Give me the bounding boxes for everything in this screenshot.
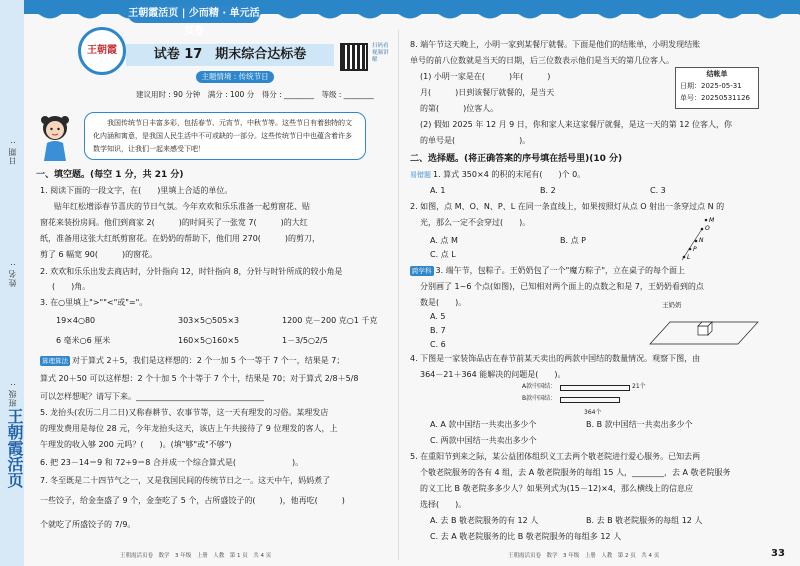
point-label: M — [709, 217, 715, 224]
compare-item: 1200 克－200 克○1 千克 — [282, 316, 378, 325]
table-cube-figure — [640, 306, 760, 346]
option[interactable]: A. 5 — [430, 312, 446, 321]
q8-text: 月( )日到该餐厅就餐的，是当天 — [420, 88, 555, 97]
girl-avatar-icon — [36, 112, 74, 162]
page-title: 试卷 17 期末综合达标卷 — [153, 47, 307, 62]
c2-text: 2. 如图，点 M、O、N、P、L 在同一条直线上，如果按照灯从点 O 射出一条穿过点 N 的 — [410, 202, 725, 211]
q5-text: 5. 龙抬头(农历二月二日)又称春耕节、农事节等，这一天有理发的习俗。某理发店 — [40, 408, 329, 417]
q8-text: 单号的前八位数就是当天的日期，后三位数表示他们是当天的第几位客人。 — [410, 56, 674, 65]
name-label: 姓名 : — [8, 262, 17, 288]
option[interactable]: C. 点 L — [430, 250, 456, 259]
option[interactable]: B. 去 B 敬老院服务的每组 12 人 — [586, 516, 703, 525]
q8-text: (1) 小明一家是在( )年( ) — [420, 72, 551, 81]
wave-border — [0, 12, 800, 22]
point-label: O — [705, 225, 710, 232]
q8-text: 的第( )位客人。 — [420, 104, 499, 113]
option[interactable]: A. A 款中国结一共卖出多少个 — [430, 420, 537, 429]
q8-text: (2) 假如 2025 年 12 月 9 日，你和家人来这家餐厅就餐，是这一天的第 12 位客人，你 — [420, 120, 733, 129]
receipt-card — [675, 67, 759, 109]
qr-caption: 扫码看视频讲解 — [372, 43, 389, 63]
option[interactable]: B. 7 — [430, 326, 446, 335]
point-label: N — [699, 237, 704, 244]
c5-text: 选择( )。 — [420, 500, 467, 509]
q1-passage: 贴年红松增添春节喜庆的节日气氛。今年欢欢和乐乐准备一起剪窗花、贴 — [54, 202, 310, 211]
c5-text: 个敬老院服务的各有 4 组，去 A 敬老院服务的每组 15 人，________，去 A 敬老院服务 — [420, 468, 731, 477]
bar-b — [560, 397, 620, 403]
footer-left: 王朝霞活页卷 数学 3 年级 上册 人教 第 1 页 共 4 页 — [120, 553, 272, 559]
q2-text: 2. 欢欢和乐乐出发去商店时，分针指向 12，时针指向 8，分针与时针所成的较小角是 — [40, 267, 343, 276]
compare-item: 19×4○80 — [56, 316, 96, 325]
vertical-brand: 王朝霞活页 — [5, 408, 24, 488]
option[interactable]: A. 点 M — [430, 236, 458, 245]
receipt-head: 结帐单 — [706, 70, 728, 78]
c5-text: 5. 在重阳节到来之际，某公益团体组织义工去两个敬老院进行爱心服务。已知去两 — [410, 452, 701, 461]
bar-a — [560, 385, 630, 391]
c5-text: 的义工比 B 敬老院多多少人？如果列式为(15－12)×4，那么横线上的信息应 — [420, 484, 693, 493]
points-figure — [672, 212, 720, 262]
q5-text: 的理发费用是每位 28 元，今年龙抬头这天，该店上午共接待了 9 位理发的客人，上 — [40, 424, 338, 433]
section-fill-blank: 一、填空题。(每空 1 分，共 21 分) — [36, 170, 184, 180]
q7-text: 7. 冬至既是二十四节气之一，又是我国民间的传统节日之一。这天中午，妈妈煮了 — [40, 476, 331, 485]
receipt-no: 单号：20250531126 — [680, 94, 750, 102]
bar-b-label: B款中国结： — [522, 395, 557, 402]
q1-passage: 窗花来装扮房间。他们到商家 2( )的时间买了一张宽 7( )的大红 — [40, 218, 308, 227]
q4-text: 对于算式 2＋5，我们是这样想的：2 个一加 5 个一等于 7 个一，结果是 7； — [72, 356, 345, 365]
info-line: 建议用时 : 90 分钟 满分 : 100 分 得分 : ________ 等级 : ________ — [136, 90, 374, 99]
intro-box: 我国传统节日丰富多彩，包括春节、元宵节、中秋节等。这些节日有着独特的文化内涵和寓意，是我国人民生活中不可或缺的一部分。这些传统节日中也蕴含着许多数学知识，让我们一起来感受下吧！ — [84, 112, 366, 160]
q8-text: 8. 端午节这天晚上，小明一家到某餐厅就餐。下面是他们的结账单，小明发现结账 — [410, 40, 701, 49]
option[interactable]: C. 6 — [430, 340, 446, 349]
option[interactable]: B. B 款中国结一共卖出多少个 — [586, 420, 693, 429]
q4-text: 可以怎样想呢？请写下来。________________________________ — [40, 392, 264, 401]
brand-logo — [78, 27, 126, 75]
option[interactable]: B. 点 P — [560, 236, 586, 245]
logo-text: 王朝霞 — [87, 45, 117, 56]
c1-badge: 易错题 — [410, 171, 431, 179]
c3-text: 3. 端午节，包粽子。王奶奶包了一个"魔方粽子"，立在桌子的每个面上 — [435, 266, 686, 275]
option[interactable]: C. 两款中国结一共卖出多少个 — [430, 436, 537, 445]
footer-right: 王朝霞活页卷 数学 3 年级 上册 人教 第 2 页 共 4 页 — [508, 553, 660, 559]
q2-text: ( )角。 — [52, 282, 91, 291]
c1-line — [410, 170, 585, 180]
q8-text: 的单号是( )。 — [420, 136, 531, 145]
q1-passage: 剪了 6 幅宽 90( )的窗花。 — [40, 250, 158, 259]
compare-item: 160×5○160×5 — [178, 336, 240, 345]
q6-text: 6. 把 23－14＝9 和 72÷9＝8 合并成一个综合算式是( )。 — [40, 458, 304, 467]
c2-text: 光，那么一定不会穿过( )。 — [420, 218, 531, 227]
q5-text: 午理发的收入够 200 元吗？( )。(填"够"或"不够") — [40, 440, 232, 449]
q4-badge: 算理算法 — [42, 357, 68, 365]
c3-badge: 跨学科 — [412, 267, 432, 275]
c3-text: 分别画了 1~6 个点(如图)，已知相对两个面上的点数之和是 7，王奶奶看到的点 — [420, 282, 704, 291]
point-label: L — [687, 254, 691, 261]
q3-text: 3. 在○里填上">""<"或"="。 — [40, 298, 148, 307]
q7-text: 个就吃了所盛饺子的 7/9。 — [40, 520, 136, 529]
option[interactable]: C. 3 — [650, 186, 666, 195]
theme-pill: 主题情境 : 传统节日 — [196, 71, 274, 83]
q4-line — [40, 356, 344, 366]
c3-line — [410, 266, 685, 276]
c4-text: 364－21＋364 能解决的问题是( )。 — [420, 370, 566, 379]
compare-item: 1－3/5○2/5 — [282, 336, 328, 345]
point-label: P — [693, 246, 697, 253]
compare-item: 6 毫米○6 厘米 — [56, 336, 111, 345]
section-choice: 二、选择题。(将正确答案的序号填在括号里)(10 分) — [410, 154, 623, 164]
c4-text: 4. 下图是一家装饰品店在春节前某天卖出的两款中国结的数量情况。观察下图，由 — [410, 354, 701, 363]
option[interactable]: B. 2 — [540, 186, 556, 195]
receipt-date: 日期：2025-05-31 — [680, 82, 742, 90]
bar-a-label: A款中国结： — [522, 383, 557, 390]
page-number: 33 — [771, 548, 785, 559]
class-label: 班级 : — [8, 382, 17, 408]
figure-caption: 王奶奶 — [662, 301, 682, 309]
fold-divider — [398, 30, 399, 560]
bar-diff-label: 21个 — [632, 383, 646, 390]
c1-text: 1. 算式 350×4 的积的末尾有( )个 0。 — [433, 170, 586, 179]
q1-text: 1. 阅读下面的一段文字，在( )里填上合适的单位。 — [40, 186, 233, 195]
option[interactable]: C. 去 A 敬老院服务的比 B 敬老院服务的每组多 12 人 — [430, 532, 622, 541]
q7-text: 一些饺子，给金奎盛了 9 个，金奎吃了 5 个，占所盛饺子的( )，他再吃( ) — [40, 496, 345, 505]
qr-code-icon[interactable] — [340, 43, 368, 71]
q4-text: 算式 20＋50 可以这样想：2 个十加 5 个十等于 7 个十，结果是 70；对于算式 2/8＋5/8 — [40, 374, 359, 383]
brand-banner: 王朝霞活页 | 少而精 · 单元活页卷 — [128, 5, 260, 23]
date-label: 日期 : — [8, 140, 17, 166]
compare-item: 303×5○505×3 — [178, 316, 240, 325]
bar-total-label: 364个 — [584, 409, 602, 416]
q1-passage: 纸，准备用这张大红纸剪窗花。在奶奶的帮助下，他们用 270( )的剪刀， — [40, 234, 321, 243]
option[interactable]: A. 1 — [430, 186, 446, 195]
option[interactable]: A. 去 B 敬老院服务的有 12 人 — [430, 516, 539, 525]
c3-text: 数是( )。 — [420, 298, 467, 307]
